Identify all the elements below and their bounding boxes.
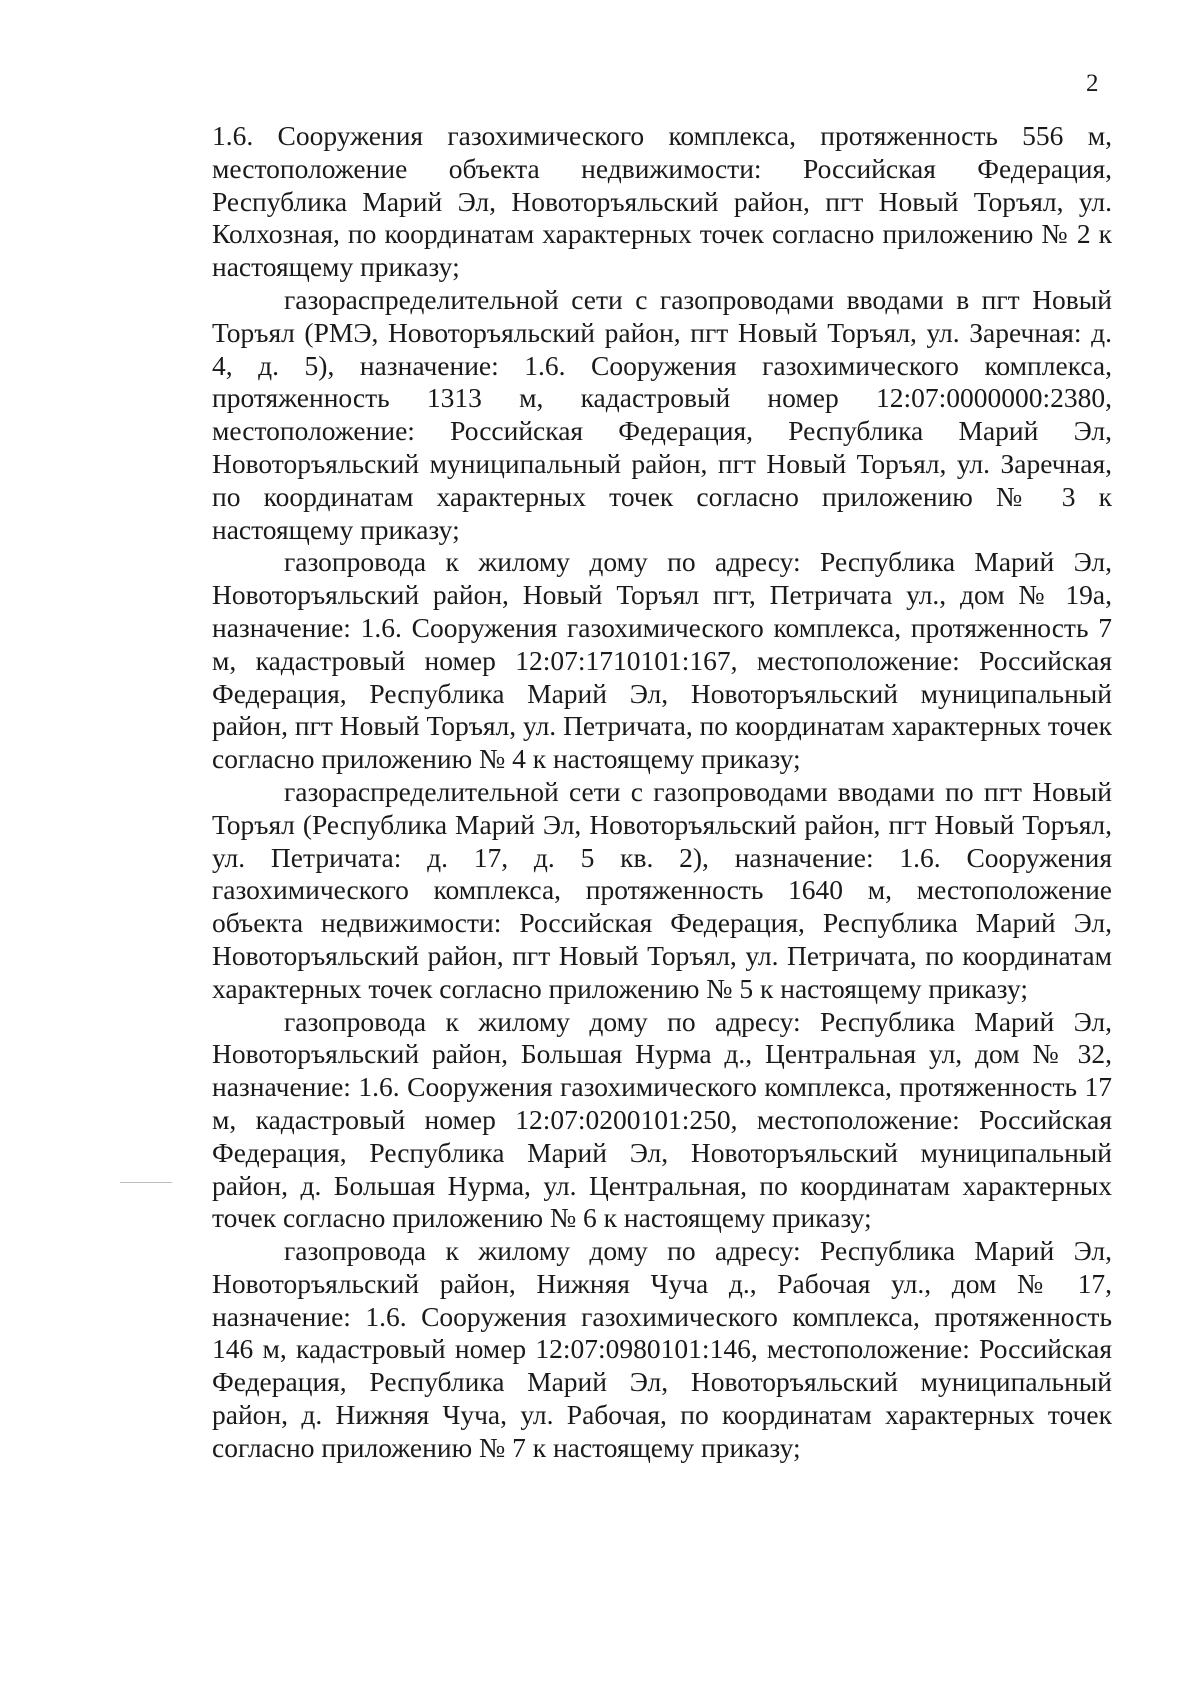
paragraph-2: газораспределительной сети с газопроводами вводами в пгт Новый Торъял (РМЭ, Новоторъяльский район, пгт Новый Торъял, ул. Заречная: д. 4, д. 5), назначение: 1.6. Сооружения газохимического комплекса, протяженность 1313 м, кадастровый номер 12:07:0000000:2380, местоположение: Российская Федерация, Республика Марий Эл, Новоторъяльский муниципальный район, пгт Новый Торъял, ул. Заречная, по координатам характерных точек согласно приложению № 3 к настоящему приказу; xyxy=(212,283,1112,545)
paragraph-1: 1.6. Сооружения газохимического комплекса, протяженность 556 м, местоположение объекта недвижимости: Российская Федерация, Республика Марий Эл, Новоторъяльский район, пгт Новый Торъял, ул. Колхозная, по координатам характерных точек согласно приложению № 2 к настоящему приказу; xyxy=(212,120,1112,283)
paragraph-5: газопровода к жилому дому по адресу: Республика Марий Эл, Новоторъяльский район, Большая Нурма д., Центральная ул, дом № 32, назначение: 1.6. Сооружения газохимического комплекса, протяженность 17 м, кадастровый номер 12:07:0200101:250, местоположение: Российская Федерация, Республика Марий Эл, Новоторъяльский муниципальный район, д. Большая Нурма, ул. Центральная, по координатам характерных точек согласно приложению № 6 к настоящему приказу; xyxy=(212,1005,1112,1234)
margin-scan-mark xyxy=(120,1182,172,1183)
paragraph-3: газопровода к жилому дому по адресу: Республика Марий Эл, Новоторъяльский район, Новый Торъял пгт, Петричата ул., дом № 19а, назначение: 1.6. Сооружения газохимического комплекса, протяженность 7 м, кадастровый номер 12:07:1710101:167, местоположение: Российская Федерация, Республика Марий Эл, Новоторъяльский муниципальный район, пгт Новый Торъял, ул. Петричата, по координатам характерных точек согласно приложению № 4 к настоящему приказу; xyxy=(212,546,1112,775)
page-number: 2 xyxy=(1086,70,1099,97)
document-body xyxy=(212,120,1112,1465)
paragraph-6: газопровода к жилому дому по адресу: Республика Марий Эл, Новоторъяльский район, Нижняя Чуча д., Рабочая ул., дом № 17, назначение: 1.6. Сооружения газохимического комплекса, протяженность 146 м, кадастровый номер 12:07:0980101:146, местоположение: Российская Федерация, Республика Марий Эл, Новоторъяльский муниципальный район, д. Нижняя Чуча, ул. Рабочая, по координатам характерных точек согласно приложению № 7 к настоящему приказу; xyxy=(212,1235,1112,1463)
paragraph-4: газораспределительной сети с газопроводами вводами по пгт Новый Торъял (Республика Марий Эл, Новоторъяльский район, пгт Новый Торъял, ул. Петричата: д. 17, д. 5 кв. 2), назначение: 1.6. Сооружения газохимического комплекса, протяженность 1640 м, местоположение объекта недвижимости: Российская Федерация, Республика Марий Эл, Новоторъяльский район, пгт Новый Торъял, ул. Петричата, по координатам характерных точек согласно приложению № 5 к настоящему приказу; xyxy=(212,775,1112,1004)
